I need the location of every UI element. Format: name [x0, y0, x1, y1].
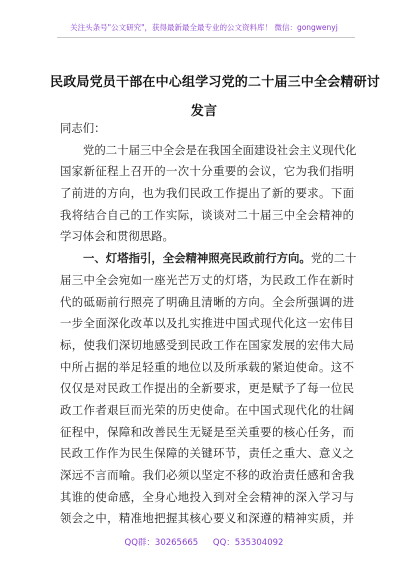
footer-qq: QQ：535304092 [212, 538, 284, 548]
body-line: 党的二十届三中全会是在我国全面建设社会主义现代化 [83, 142, 357, 157]
section-heading: 一、灯塔指引，全会精神照亮民政前行方向。 [83, 251, 311, 266]
body-line: 标，使我们深切地感受到民政工作在国家发展的宏伟大局 [60, 337, 354, 352]
body-line: 仅仅是对民政工作提出的全新要求，更是赋予了每一位民 [60, 381, 354, 396]
title-line-2: 发言 [190, 104, 218, 119]
body-line: 国家新征程上召开的一次十分重要的会议，它为我们指明 [60, 164, 354, 179]
document-body [60, 118, 357, 530]
section-heading-line [60, 248, 357, 270]
header-banner: 关注头条号"公文研究"，获得最新最全最专业的公文资料库！ 微信：gongwenyj [70, 23, 338, 32]
body-line: 民政工作作为民生保障的关键环节，责任之重大、意义之 [60, 446, 354, 461]
body-line: 学习体会和贯彻思路。 [60, 229, 174, 244]
body-line: 领会之中，精准地把握其核心要义和深遵的精神实质，并 [60, 511, 354, 526]
header-divider [57, 37, 355, 38]
salutation: 同志们： [60, 121, 106, 135]
body-line: 我将结合自己的工作实际，谈谈对二十届三中全会精神的 [60, 207, 354, 222]
title-line-1: 民政局党员干部在中心组学习党的二十届三中全会精研讨 [50, 75, 381, 90]
body-line: 届三中全会宛如一座光芒万丈的灯塔，为民政工作在新时 [60, 272, 354, 287]
footer-qq-group: QQ群：30265665 [124, 538, 199, 548]
body-line: 一步全面深化改革以及扎实推进中国式现代化这一宏伟目 [60, 316, 354, 331]
heading-continuation: 党的二十 [310, 251, 357, 266]
body-line: 中所占据的举足轻重的地位以及所承载的紧迫使命。这不 [60, 359, 354, 374]
footer-contact [0, 536, 408, 548]
body-line: 其谁的使命感，全身心地投入到对全会精神的深入学习与 [60, 489, 354, 504]
body-line: 了前进的方向，也为我们民政工作提出了新的要求。下面 [60, 186, 354, 201]
body-line: 政工作者艰巨而光荣的历史使命。在中国式现代化的壮阔 [60, 402, 354, 417]
body-line: 深远不言而喻。我们必须以坚定不移的政治责任感和舍我 [60, 468, 354, 482]
body-line: 征程中，保障和改善民生无疑是至关重要的核心任务，而 [60, 424, 354, 439]
body-line: 代的砥砺前行照亮了明确且清晰的方向。全会所强调的进 [60, 294, 354, 309]
